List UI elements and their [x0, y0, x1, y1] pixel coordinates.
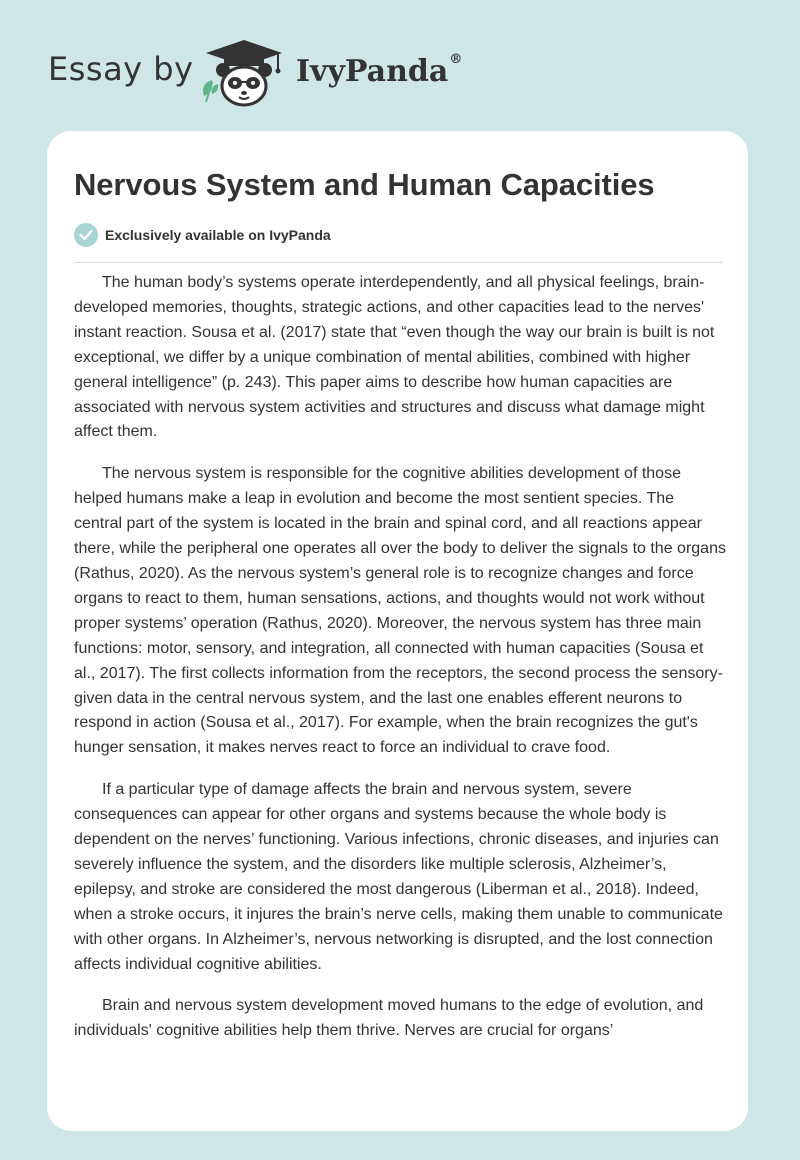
exclusive-badge	[74, 223, 331, 247]
title-divider	[74, 262, 723, 263]
brand-name[interactable]	[296, 52, 462, 89]
article-card	[47, 131, 748, 1131]
essay-by-label: Essay by	[48, 50, 194, 88]
article-body	[74, 271, 726, 1061]
paragraph: If a particular type of damage affects the brain and nervous system, severe consequences can appear for other organs and systems because the whole body is dependent on the nerves’ functioning. Various infections, chronic diseases, and injuries can severely influence the system, and the disorders like multiple sclerosis, Alzheimer’s, epilepsy, and stroke are considered the most dangerous (Liberman et al., 2018). Indeed, when a stroke occurs, it injures the brain’s nerve cells, making them unable to communicate with other organs. In Alzheimer’s, nervous networking is disrupted, and the lost connection affects individual cognitive abilities.	[74, 781, 723, 973]
exclusive-badge-label: Exclusively available on IvyPanda	[105, 227, 331, 243]
page-title: Nervous System and Human Capacities	[74, 167, 655, 202]
paragraph: The human body’s systems operate interdependently, and all physical feelings, brain-developed memories, thoughts, strategic actions, and other capacities lead to the nerves' instant reaction. Sousa et al. (2017) state that “even though the way our brain is built is not exceptional, we differ by a unique combination of mental abilities, combined with higher general intelligence” (p. 243). This paper aims to describe how human capacities are associated with nervous system activities and structures and discuss what damage might affect them.	[74, 274, 715, 441]
brand-text: IvyPanda	[296, 54, 449, 89]
check-icon	[74, 223, 98, 247]
paragraph: The nervous system is responsible for the cognitive abilities development of those helped humans make a leap in evolution and become the most sentient species. The central part of the system is located in the brain and spinal cord, and all reactions appear there, while the peripheral one operates all over the body to deliver the signals to the organs (Rathus, 2020). As the nervous system’s general role is to recognize changes and force organs to react to them, human sensations, actions, and thoughts would not work without proper systems’ operation (Rathus, 2020). Moreover, the nervous system has three main functions: motor, sensory, and integration, all connected with human capacities (Sousa et al., 2017). The first collects information from the receptors, the second process the sensory-given data in the central nervous system, and the last one enables efferent neurons to respond in action (Sousa et al., 2017). For example, when the brain recognizes the gut's hunger sensation, it makes nerves react to force an individual to crave food.	[74, 465, 726, 757]
paragraph: Brain and nervous system development moved humans to the edge of evolution, and individuals' cognitive abilities help them thrive. Nerves are crucial for organs’	[74, 997, 704, 1040]
registered-mark: ®	[449, 52, 463, 67]
panda-logo-icon	[198, 36, 290, 108]
site-header	[48, 30, 548, 110]
